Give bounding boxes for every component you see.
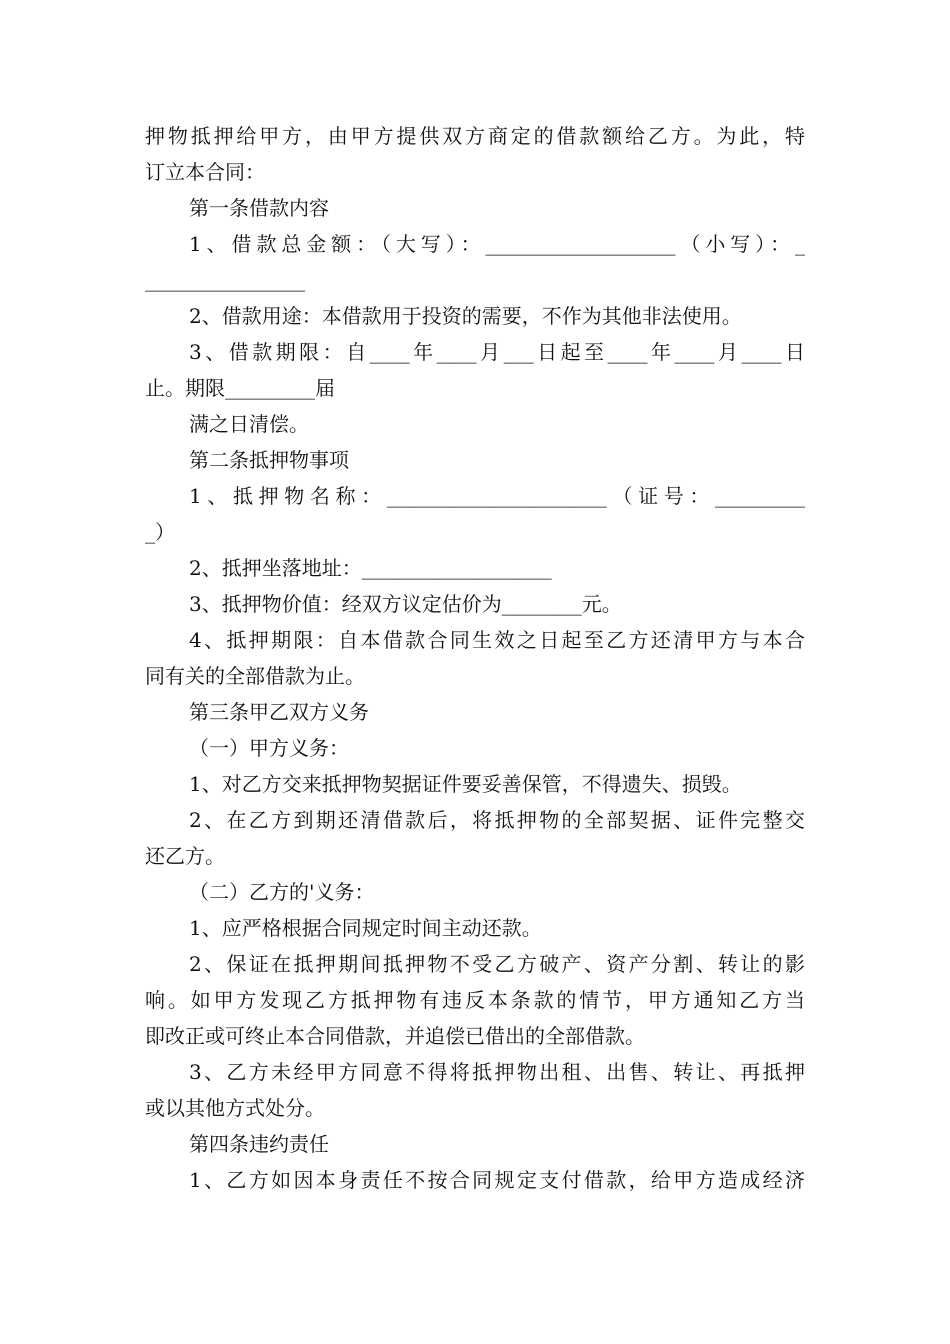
paragraph-line: 1、借款总金额：（大写）：___________________（小写）：_ bbox=[189, 232, 805, 256]
contract-page bbox=[145, 118, 805, 1198]
paragraph-line: ________________ bbox=[145, 268, 305, 292]
paragraph-line: 2、借款用途：本借款用于投资的需要，不作为其他非法使用。 bbox=[189, 304, 742, 328]
paragraph-line: 止。期限_________届 bbox=[145, 376, 335, 400]
paragraph-line: 或以其他方式处分。 bbox=[145, 1096, 325, 1120]
paragraph-line: 满之日清偿。 bbox=[189, 412, 309, 436]
paragraph-line: 订立本合同： bbox=[145, 160, 265, 184]
paragraph-line: 响。如甲方发现乙方抵押物有违反本条款的情节，甲方通知乙方当 bbox=[145, 988, 805, 1012]
paragraph-line: 还乙方。 bbox=[145, 844, 225, 868]
paragraph-line: 4、抵押期限：自本借款合同生效之日起至乙方还清甲方与本合 bbox=[189, 628, 805, 652]
paragraph-line: 同有关的全部借款为止。 bbox=[145, 664, 365, 688]
paragraph-line: 2、保证在抵押期间抵押物不受乙方破产、资产分割、转让的影 bbox=[189, 952, 805, 976]
paragraph-line: 3、抵押物价值：经双方议定估价为________元。 bbox=[189, 592, 622, 616]
section-heading: 第三条甲乙双方义务 bbox=[189, 700, 369, 724]
paragraph-line: 1、抵押物名称：______________________（证号：_________ bbox=[189, 484, 805, 508]
section-heading: 第四条违约责任 bbox=[189, 1132, 329, 1156]
paragraph-line: 即改正或可终止本合同借款，并追偿已借出的全部借款。 bbox=[145, 1024, 645, 1048]
sub-heading: （二）乙方的'义务： bbox=[189, 880, 375, 904]
paragraph-line: 1、对乙方交来抵押物契据证件要妥善保管，不得遗失、损毁。 bbox=[189, 772, 742, 796]
paragraph-line: 押物抵押给甲方，由甲方提供双方商定的借款额给乙方。为此，特 bbox=[145, 124, 805, 148]
sub-heading: （一）甲方义务： bbox=[189, 736, 349, 760]
paragraph-line: 1、应严格根据合同规定时间主动还款。 bbox=[189, 916, 542, 940]
section-heading: 第二条抵押物事项 bbox=[189, 448, 349, 472]
paragraph-line: 3、乙方未经甲方同意不得将抵押物出租、出售、转让、再抵押 bbox=[189, 1060, 805, 1084]
paragraph-line: 2、抵押坐落地址：___________________ bbox=[189, 556, 552, 580]
section-heading: 第一条借款内容 bbox=[189, 196, 329, 220]
paragraph-line: _） bbox=[145, 520, 175, 544]
paragraph-line: 3、借款期限：自____年____月___日起至____年____月____日 bbox=[189, 340, 805, 364]
paragraph-line: 2、在乙方到期还清借款后，将抵押物的全部契据、证件完整交 bbox=[189, 808, 805, 832]
paragraph-line: 1、乙方如因本身责任不按合同规定支付借款，给甲方造成经济 bbox=[189, 1168, 805, 1192]
